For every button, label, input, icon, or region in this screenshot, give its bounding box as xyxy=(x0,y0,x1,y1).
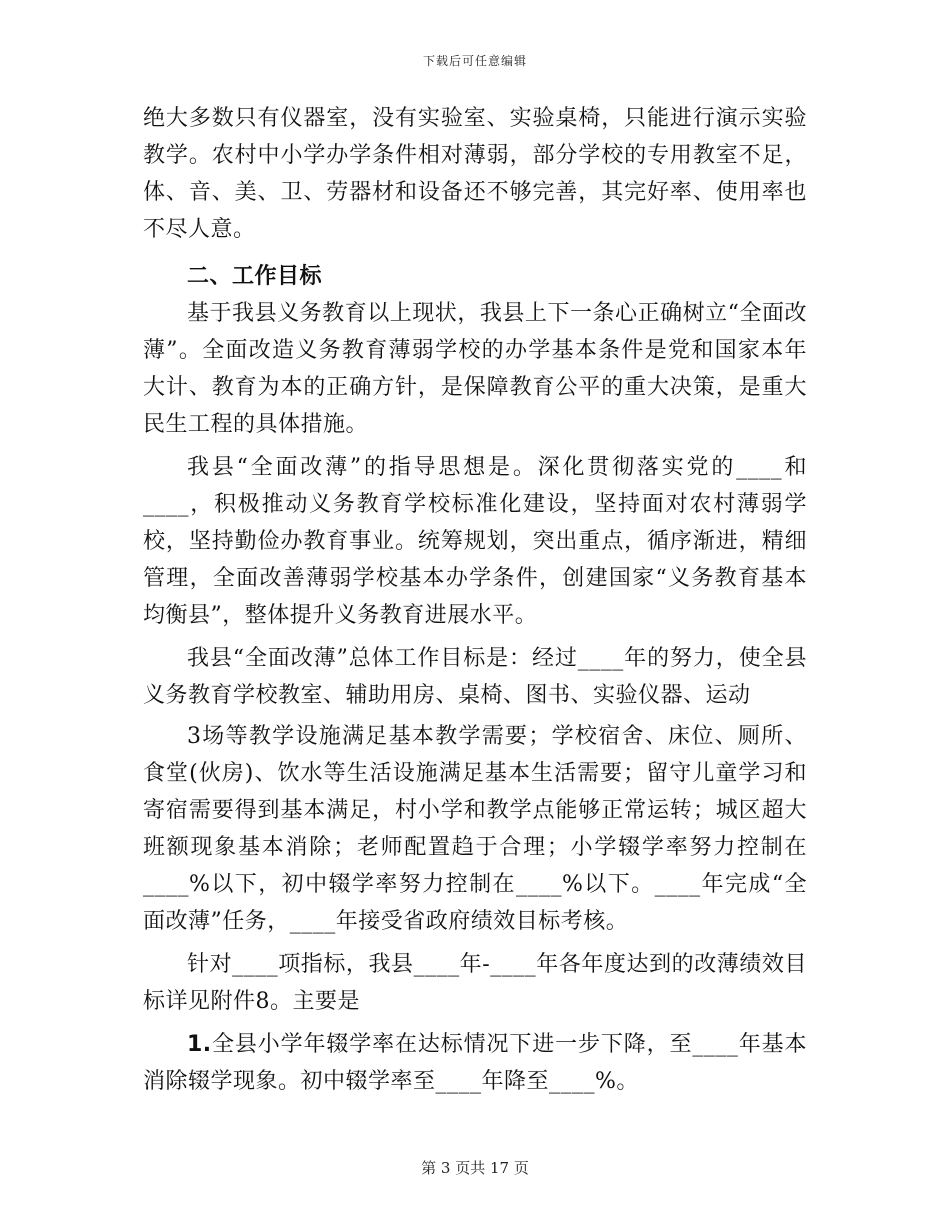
paragraph-indicators: 针对____项指标，我县____年-____年各年度达到的改薄绩效目标详见附件8。主要是 xyxy=(143,952,807,1014)
list-item-1 xyxy=(143,1026,807,1100)
paragraph-current-status: 基于我县义务教育以上现状，我县上下一条心正确树立“全面改薄”。全面改造义务教育薄弱学校的办学基本条件是党和国家本年大计、教育为本的正确方针，是保障教育公平的重大决策，是重大民生工程的具体措施。 xyxy=(143,301,807,437)
paragraph-facilities: 绝大多数只有仪器室，没有实验室、实验桌椅，只能进行演示实验教学。农村中小学办学条件相对薄弱，部分学校的专用教室不足，体、音、美、卫、劳器材和设备还不够完善，其完好率、使用率也不尽人意。 xyxy=(143,106,807,242)
paragraph-overall-goal: 我县“全面改薄”总体工作目标是：经过____年的努力，使全县义务教育学校教室、辅助用房、桌椅、图书、实验仪器、运动 xyxy=(143,646,807,708)
list-item-text: 全县小学年辍学率在达标情况下进一步下降，至____年基本消除辍学现象。初中辍学率至____年降至____%。 xyxy=(143,1032,807,1094)
paragraph-goal-details: 3场等教学设施满足基本教学需要；学校宿舍、床位、厕所、食堂(伙房)、饮水等生活设施满足基本生活需要；留守儿童学习和寄宿需要得到基本满足，村小学和教学点能够正常运转；城区超大班额现象基本消除；老师配置趋于合理；小学辍学率努力控制在____%以下，初中辍学率努力控制在____%以下。____年完成“全面改薄”任务，____年接受省政府绩效目标考核。 xyxy=(143,724,807,934)
document-body xyxy=(143,100,807,1100)
paragraph-guiding-ideology: 我县“全面改薄”的指导思想是。深化贯彻落实党的____和____，积极推动义务教育学校标准化建设，坚持面对农村薄弱学校，坚持勤俭办教育事业。统筹规划，突出重点，循序渐进，精细管理，全面改善薄弱学校基本办学条件，创建国家“义务教育基本均衡县”，整体提升义务教育进展水平。 xyxy=(143,455,807,628)
section-heading-work-goals: 二、工作目标 xyxy=(187,263,323,289)
page-footer: 第 3 页共 17 页 xyxy=(421,1159,529,1177)
page-header: 下载后可任意编辑 xyxy=(422,54,527,68)
list-item-number: 1. xyxy=(187,1032,212,1057)
